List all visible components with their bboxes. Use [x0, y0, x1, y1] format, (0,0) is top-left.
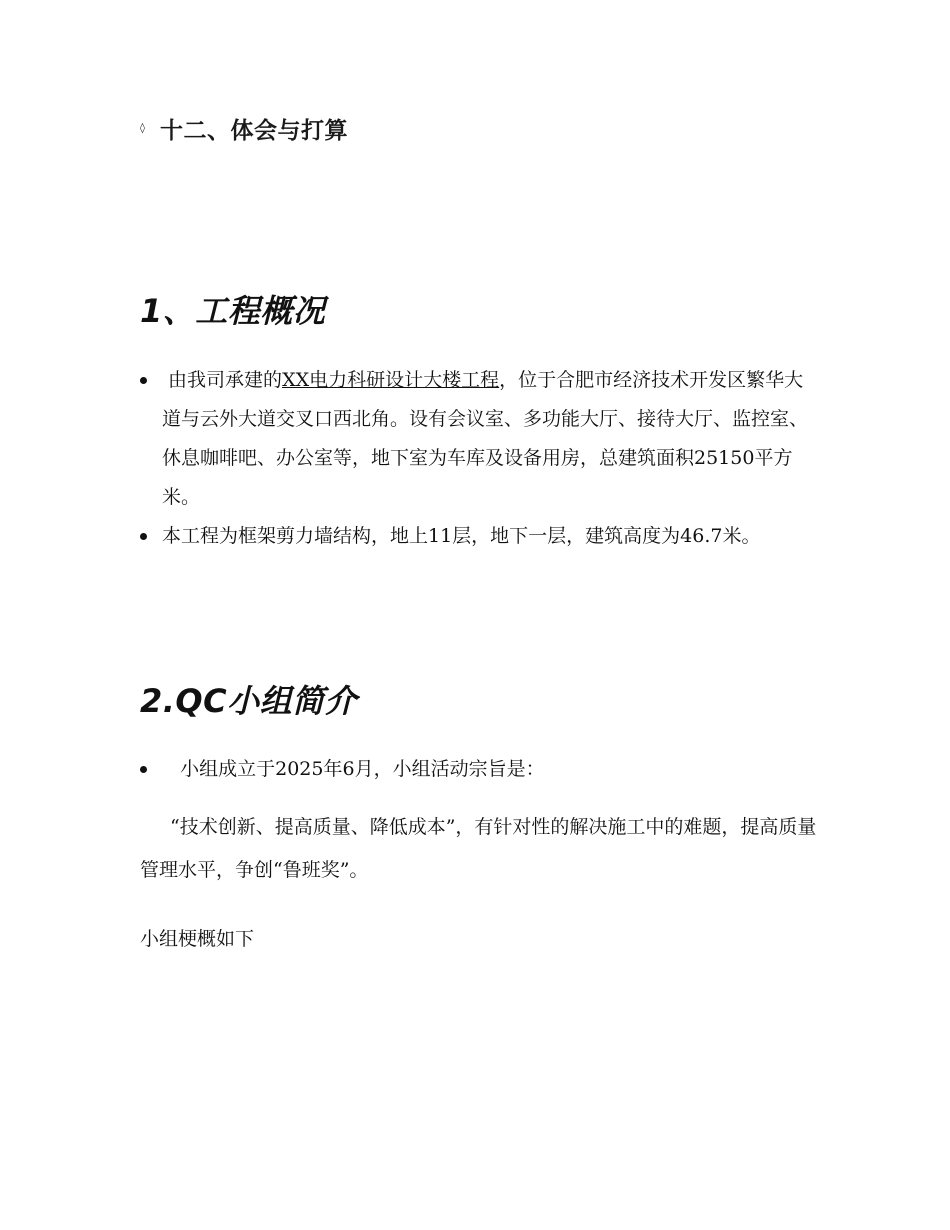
list-item [140, 517, 820, 556]
mission-paragraph: “技术创新、提高质量、降低成本”，有针对性的解决施工中的难题，提高质量管理水平，争创“鲁班奖”。 [140, 816, 817, 881]
diamond-bullet-icon: ◊ [140, 123, 145, 134]
toc-entry-text: 十二、体会与打算 [160, 118, 348, 144]
bullet-dot-icon [140, 377, 147, 384]
section-heading-qc-group-intro: 2.QC小组简介 [140, 682, 358, 720]
group-summary-caption: 小组梗概如下 [140, 928, 255, 950]
project-name-underlined: XX电力科研设计大楼工程 [282, 369, 500, 391]
section-heading-project-overview: 1、工程概况 [140, 292, 326, 330]
list-item-text-post: ，位于合肥市经济技术开发区繁华大道与云外大道交叉口西北角。设有会议室、多功能大厅、接待大厅、监控室、休息咖啡吧、办公室等，地下室为车库及设备用房，总建筑面积25150平方米。 [162, 369, 809, 508]
list-item [140, 361, 820, 517]
bullet-dot-icon [140, 766, 147, 773]
qc-group-list [140, 750, 820, 789]
list-item-text: 小组成立于2025年6月，小组活动宗旨是： [180, 758, 545, 780]
project-overview-list [140, 361, 820, 556]
bullet-dot-icon [140, 533, 147, 540]
toc-entry [140, 112, 348, 145]
list-item-text-pre: 由我司承建的 [168, 369, 283, 391]
list-item [140, 750, 820, 789]
list-item-text: 本工程为框架剪力墙结构，地上11层，地下一层，建筑高度为46.7米。 [162, 525, 761, 547]
